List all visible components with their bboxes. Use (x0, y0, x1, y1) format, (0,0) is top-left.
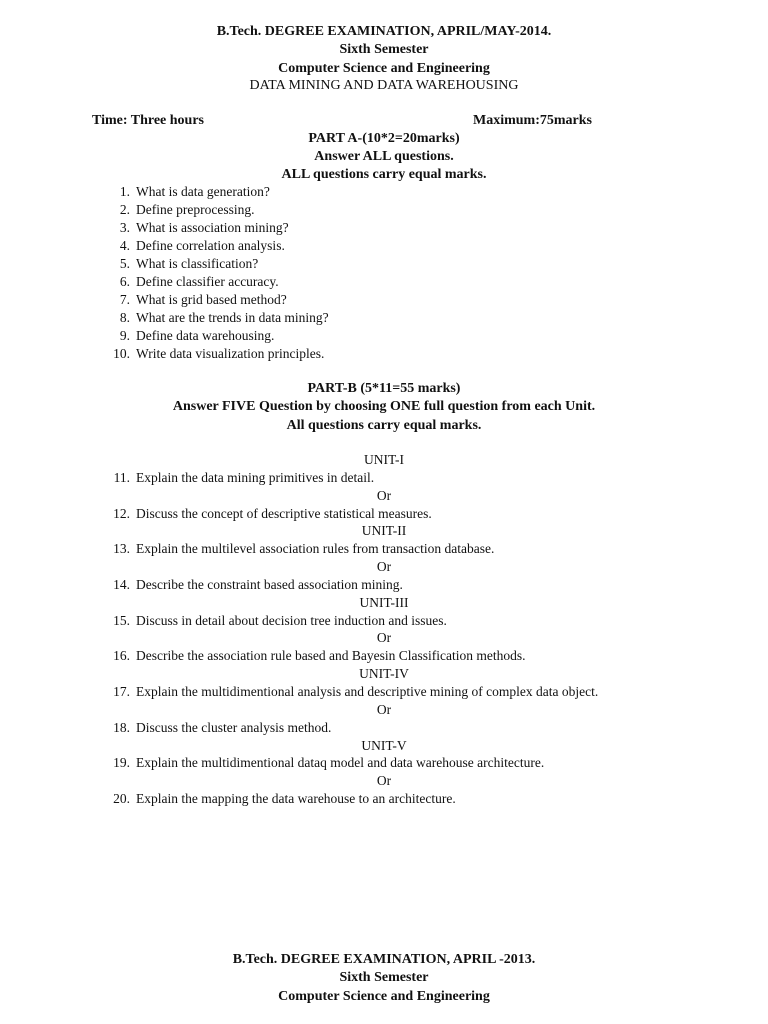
question-text: Discuss in detail about decision tree induction and issues. (136, 612, 447, 628)
part-b-question (0, 719, 768, 737)
question-text: What is association mining? (136, 220, 289, 235)
question-text: What is classification? (136, 256, 259, 271)
question-number: 12. (113, 505, 130, 521)
or-separator: Or (376, 773, 392, 789)
part-a-question (0, 237, 768, 255)
next-semester-label: Sixth Semester (339, 970, 429, 985)
part-a-instruction-2: ALL questions carry equal marks. (281, 167, 487, 182)
part-b-question (0, 754, 768, 772)
question-text: Explain the mapping the data warehouse to an architecture. (136, 791, 456, 807)
next-exam-title: B.Tech. DEGREE EXAMINATION, APRIL -2013. (232, 952, 536, 967)
exam-title: B.Tech. DEGREE EXAMINATION, APRIL/MAY-2014. (216, 24, 552, 39)
question-number: 20. (113, 791, 130, 807)
semester-label: Sixth Semester (339, 42, 429, 57)
question-number: 9. (119, 328, 130, 343)
part-a-instruction-1: Answer ALL questions. (314, 149, 454, 164)
part-b-question (0, 469, 768, 487)
part-b-question-list (0, 451, 768, 808)
next-department-label: Computer Science and Engineering (278, 989, 490, 1004)
question-text: Discuss the concept of descriptive statistical measures. (136, 505, 432, 521)
question-text: What is data generation? (136, 184, 270, 199)
max-marks-label: Maximum:75marks (473, 113, 592, 128)
question-text: What are the trends in data mining? (136, 310, 329, 325)
time-label: Time: Three hours (92, 113, 205, 128)
part-b-question (0, 790, 768, 808)
question-number: 19. (113, 755, 130, 771)
or-separator: Or (376, 487, 392, 503)
or-separator: Or (376, 630, 392, 646)
question-text: Explain the multidimentional analysis and descriptive mining of complex data object. (136, 683, 599, 699)
part-b-instruction-1: Answer FIVE Question by choosing ONE full question from each Unit. (172, 399, 596, 414)
question-text: Describe the constraint based association mining. (136, 576, 403, 592)
part-a-question (0, 219, 768, 237)
part-a-question-list (0, 183, 768, 363)
unit-heading: UNIT-I (364, 452, 404, 467)
question-text: Explain the multidimentional dataq model and data warehouse architecture. (136, 755, 545, 771)
part-a-title: PART A-(10*2=20marks) (308, 131, 460, 146)
part-b-question (0, 540, 768, 558)
unit-heading: UNIT-IV (359, 666, 409, 682)
unit-heading: UNIT-III (359, 594, 409, 610)
question-number: 17. (113, 683, 130, 699)
question-number: 16. (113, 648, 130, 664)
part-a-question (0, 345, 768, 363)
question-text: Define correlation analysis. (136, 238, 285, 253)
part-a-question (0, 291, 768, 309)
part-a-question (0, 255, 768, 273)
question-number: 7. (119, 292, 130, 307)
time-marks-row (92, 112, 592, 130)
question-text: Discuss the cluster analysis method. (136, 719, 332, 735)
question-text: Explain the multilevel association rules from transaction database. (136, 541, 495, 557)
question-number: 14. (113, 576, 130, 592)
question-text: What is grid based method? (136, 292, 287, 307)
question-number: 15. (113, 612, 130, 628)
question-number: 2. (119, 202, 130, 217)
question-number: 4. (119, 238, 130, 253)
question-number: 13. (113, 541, 130, 557)
part-b-question (0, 612, 768, 630)
question-text: Define preprocessing. (136, 202, 255, 217)
question-text: Define data warehousing. (136, 328, 275, 343)
part-a-question (0, 309, 768, 327)
question-text: Define classifier accuracy. (136, 274, 279, 289)
part-b-title: PART-B (5*11=55 marks) (307, 381, 461, 396)
question-number: 1. (119, 184, 130, 199)
unit-heading: UNIT-V (361, 737, 407, 753)
unit-heading: UNIT-II (361, 523, 407, 539)
question-text: Explain the data mining primitives in detail. (136, 469, 375, 485)
question-number: 18. (113, 719, 130, 735)
part-b-question (0, 505, 768, 523)
part-a-question (0, 273, 768, 291)
question-number: 3. (119, 220, 130, 235)
part-b-question (0, 576, 768, 594)
part-b-question (0, 647, 768, 665)
question-text: Write data visualization principles. (136, 346, 325, 361)
question-number: 11. (113, 469, 130, 485)
question-number: 6. (119, 274, 130, 289)
part-a-question (0, 183, 768, 201)
or-separator: Or (376, 701, 392, 717)
or-separator: Or (376, 559, 392, 575)
part-a-question (0, 327, 768, 345)
department-label: Computer Science and Engineering (278, 61, 490, 76)
part-b-instruction-2: All questions carry equal marks. (286, 418, 482, 433)
subject-title: DATA MINING AND DATA WAREHOUSING (249, 78, 519, 93)
question-text: Describe the association rule based and Bayesin Classification methods. (136, 648, 526, 664)
question-number: 8. (119, 310, 130, 325)
question-number: 5. (119, 256, 130, 271)
part-b-question (0, 683, 768, 701)
question-number: 10. (113, 346, 130, 361)
part-a-question (0, 201, 768, 219)
